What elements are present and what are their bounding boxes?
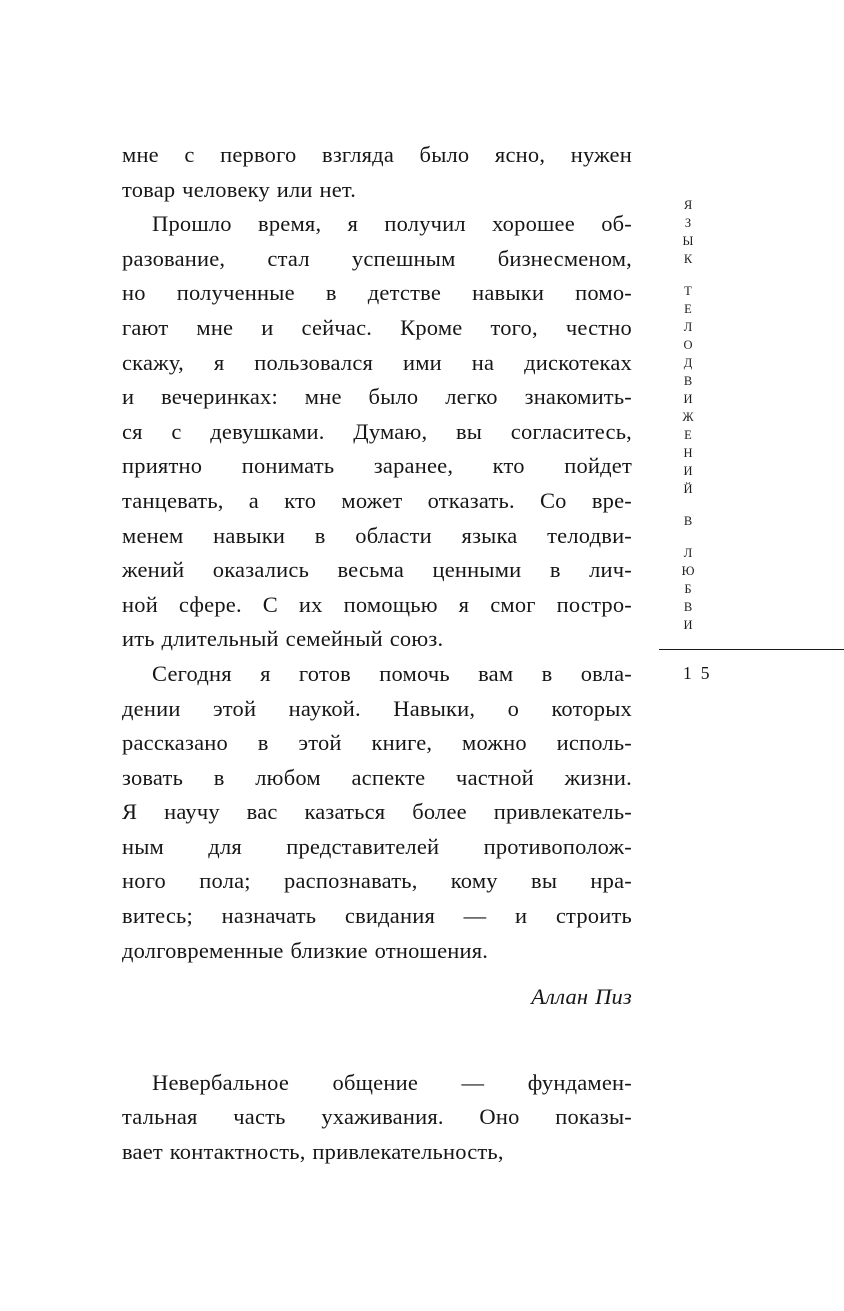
text-line: товар человеку или нет. — [122, 176, 357, 202]
text-line: менем навыки в области языка телодви- — [122, 522, 632, 548]
text-line: Аллан Пиз — [531, 984, 632, 1010]
paragraph — [122, 138, 632, 207]
text-line: и вечеринках: мне было легко знакомить- — [122, 384, 632, 410]
vertical-title-char: Я — [683, 198, 693, 212]
text-line: Сегодня я готов помочь вам в овла- — [152, 660, 632, 686]
vertical-title-char: Б — [684, 582, 692, 596]
vertical-title-char: Ю — [681, 564, 695, 578]
text-line: ной сфере. С их помощью я смог постро- — [122, 591, 632, 617]
text-line: гают мне и сейчас. Кроме того, честно — [122, 314, 632, 340]
vertical-title-char: Й — [683, 482, 693, 496]
vertical-title-char: Ж — [682, 410, 694, 424]
text-line: ного пола; распознавать, кому вы нра- — [122, 868, 632, 894]
paragraph — [122, 657, 632, 968]
vertical-title-char: О — [683, 338, 693, 352]
text-line: дении этой наукой. Навыки, о которых — [122, 695, 632, 721]
text-line: долговременные близкие отношения. — [122, 937, 489, 963]
vertical-title-char: З — [684, 216, 692, 230]
text-line: тальная часть ухаживания. Оно показы- — [122, 1104, 632, 1130]
text-line: разование, стал успешным бизнесменом, — [122, 245, 632, 271]
author-attribution — [122, 980, 632, 1015]
page-margin — [650, 0, 844, 1311]
text-line: ить длительный семейный союз. — [122, 626, 444, 652]
text-line: жений оказались весьма ценными в лич- — [122, 557, 632, 583]
paragraph — [122, 1066, 632, 1170]
text-line: вает контактность, привлекательность, — [122, 1139, 504, 1165]
text-line: зовать в любом аспекте частной жизни. — [122, 764, 632, 790]
text-line: Прошло время, я получил хорошее об- — [152, 211, 632, 237]
vertical-title-char: Ы — [682, 234, 694, 248]
vertical-title-char: И — [683, 392, 693, 406]
text-line: но полученные в детстве навыки помо- — [122, 280, 632, 306]
vertical-title-char: Е — [684, 428, 692, 442]
text-line: ным для представителей противополож- — [122, 833, 632, 859]
text-line: скажу, я пользовался ими на дискотеках — [122, 349, 632, 375]
running-title-vertical — [676, 196, 700, 634]
vertical-title-char: И — [683, 464, 693, 478]
vertical-title-char: Н — [683, 446, 693, 460]
margin-rule — [659, 649, 844, 650]
vertical-title-char: Д — [683, 356, 693, 370]
text-line: ся с девушками. Думаю, вы согласитесь, — [122, 418, 632, 444]
text-column — [122, 138, 632, 1170]
text-line: рассказано в этой книге, можно исполь- — [122, 730, 632, 756]
vertical-title-char: В — [683, 374, 693, 388]
vertical-title-char: К — [683, 252, 693, 266]
vertical-title-char: Л — [683, 320, 693, 334]
vertical-title-char: И — [683, 618, 693, 632]
text-line: танцевать, а кто может отказать. Со вре- — [122, 487, 632, 513]
vertical-title-char: В — [683, 514, 693, 528]
paragraph — [122, 207, 632, 657]
text-line: Я научу вас казаться более привлекатель- — [122, 799, 632, 825]
text-line: приятно понимать заранее, кто пойдет — [122, 453, 632, 479]
vertical-title-char: Т — [684, 284, 692, 298]
text-line: витесь; назначать свидания — и строить — [122, 903, 632, 929]
text-line: Невербальное общение — фундамен- — [152, 1069, 632, 1095]
vertical-title-char: В — [683, 600, 693, 614]
page-number: 15 — [683, 663, 719, 683]
text-line: мне с первого взгляда было ясно, нужен — [122, 142, 632, 167]
vertical-title-char: Е — [684, 302, 692, 316]
vertical-title-char: Л — [683, 546, 693, 560]
